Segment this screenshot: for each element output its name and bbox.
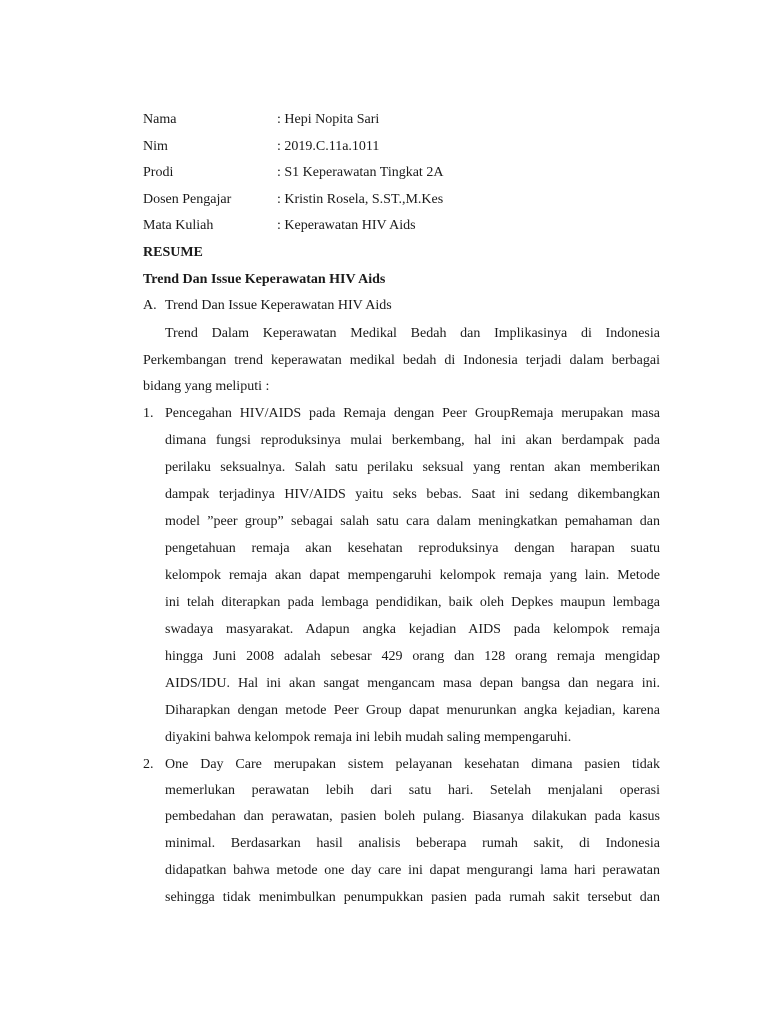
item-1-line: ini telah diterapkan pada lembaga pendidikan, baik oleh Depkes maupun lembaga (165, 595, 660, 610)
item-2-line: didapatkan bahwa metode one day care ini dapat mengurangi lama hari perawatan (165, 863, 660, 878)
item-1-line: dimana fungsi reproduksinya mulai berkembang, hal ini akan berdampak pada (165, 433, 660, 448)
list-number: 2. (143, 757, 154, 772)
item-1-line: kelompok remaja akan dapat mempengaruhi kelompok remaja yang lain. Metode (165, 568, 660, 583)
info-label: Nama (143, 112, 177, 127)
item-1-line: pengetahuan remaja akan kesehatan reproduksinya dengan harapan suatu (165, 541, 660, 556)
item-1-line: hingga Juni 2008 adalah sebesar 429 orang dan 128 orang remaja mengidap (165, 649, 660, 664)
info-value: : Keperawatan HIV Aids (277, 212, 416, 239)
section-marker: A. (143, 298, 157, 313)
item-2-line: pembedahan dan perawatan, pasien boleh pulang. Biasanya dilakukan pada kasus (165, 809, 660, 824)
item-1-line: Pencegahan HIV/AIDS pada Remaja dengan Peer GroupRemaja merupakan masa (165, 406, 660, 421)
resume-heading: RESUME (143, 245, 203, 260)
item-1-line: perilaku seksualnya. Salah satu perilaku seksual yang rentan akan memberikan (165, 460, 660, 475)
item-1-line: AIDS/IDU. Hal ini akan sangat mengancam masa depan bangsa dan negara ini. (165, 676, 660, 691)
item-2-line: sehingga tidak menimbulkan penumpukkan pasien pada rumah sakit tersebut dan (165, 890, 660, 905)
item-2-line: One Day Care merupakan sistem pelayanan kesehatan dimana pasien tidak (165, 757, 660, 772)
info-value: : S1 Keperawatan Tingkat 2A (277, 159, 443, 186)
info-value: : Hepi Nopita Sari (277, 106, 379, 133)
info-label: Prodi (143, 165, 174, 180)
intro-line: bidang yang meliputi : (143, 379, 270, 394)
info-label: Dosen Pengajar (143, 192, 232, 207)
topic-heading: Trend Dan Issue Keperawatan HIV Aids (143, 272, 386, 287)
item-2-line: memerlukan perawatan lebih dari satu hari. Setelah menjalani operasi (165, 783, 660, 798)
info-label: Nim (143, 139, 168, 154)
item-1-line: model ”peer group” sebagai salah satu cara dalam meningkatkan pemahaman dan (165, 514, 660, 529)
info-label: Mata Kuliah (143, 218, 214, 233)
info-value: : Kristin Rosela, S.ST.,M.Kes (277, 186, 443, 213)
item-1-line: swadaya masyarakat. Adapun angka kejadian AIDS pada kelompok remaja (165, 622, 660, 637)
item-1-line: diyakini bahwa kelompok remaja ini lebih mudah saling mempengaruhi. (165, 730, 572, 745)
section-label: Trend Dan Issue Keperawatan HIV Aids (165, 298, 392, 313)
item-2-line: minimal. Berdasarkan hasil analisis beberapa rumah sakit, di Indonesia (165, 836, 660, 851)
info-value: : 2019.C.11a.1011 (277, 133, 379, 160)
list-number: 1. (143, 406, 154, 421)
intro-line: Trend Dalam Keperawatan Medikal Bedah dan Implikasinya di Indonesia (165, 326, 660, 341)
intro-line: Perkembangan trend keperawatan medikal bedah di Indonesia terjadi dalam berbagai (143, 353, 660, 368)
item-1-line: Diharapkan dengan metode Peer Group dapat menurunkan angka kejadian, karena (165, 703, 660, 718)
item-1-line: dampak terjadinya HIV/AIDS yaitu seks bebas. Saat ini sedang dikembangkan (165, 487, 660, 502)
